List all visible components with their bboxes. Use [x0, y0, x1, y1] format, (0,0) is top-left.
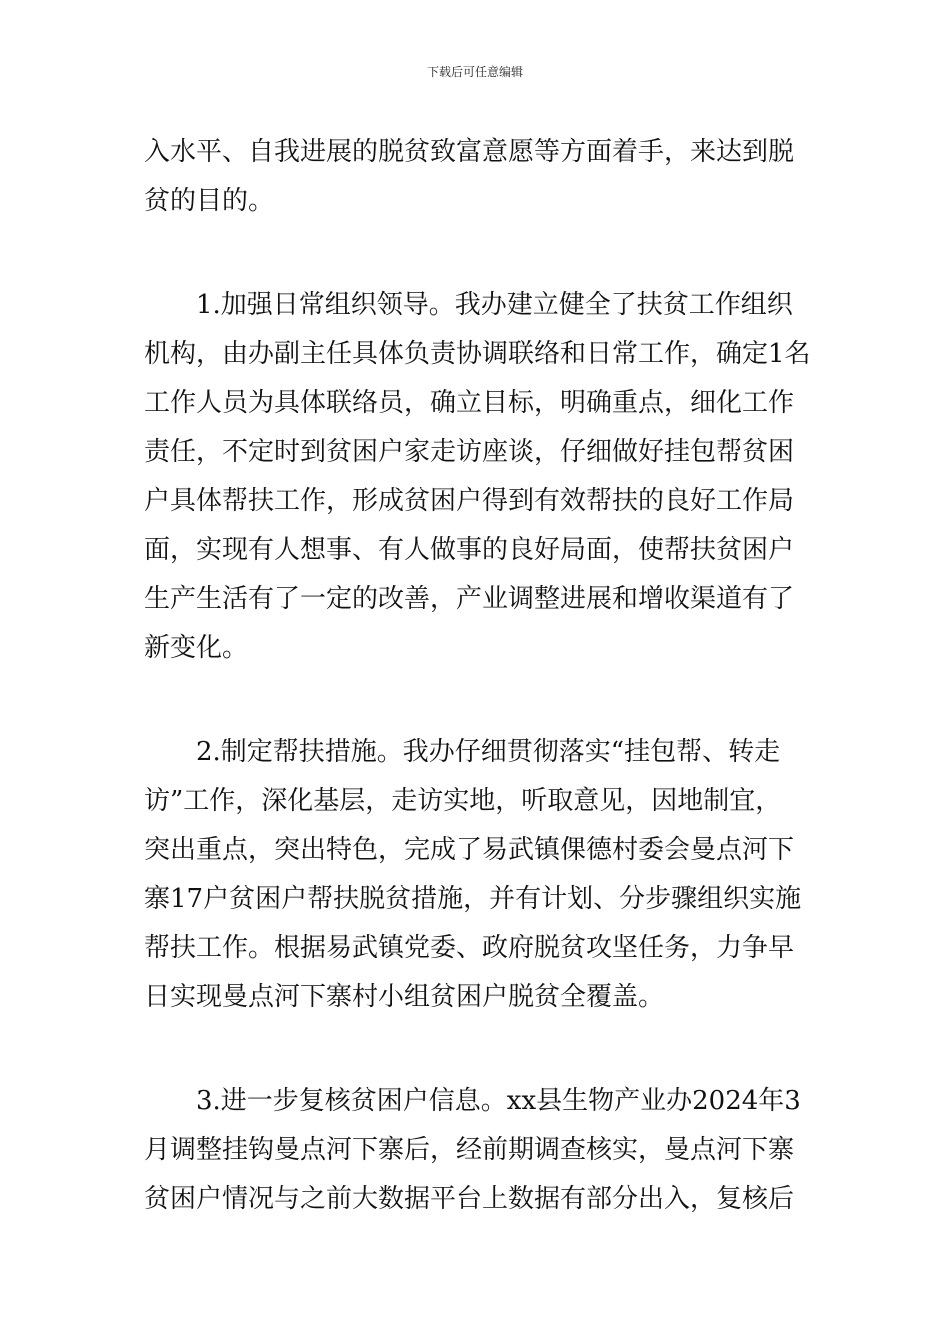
text-line: 新变化。 [144, 633, 249, 663]
document-body [144, 128, 811, 1224]
page-header: 下载后可任意编辑 [426, 65, 523, 79]
text-line: 访”工作，深化基层，走访实地，听取意见，因地制宜， [144, 786, 782, 816]
text-line: 机构，由办副主任具体负责协调联络和日常工作，确定1名 [144, 339, 811, 369]
text-line: 月调整挂钩曼点河下寨后，经前期调查核实，曼点河下寨 [144, 1135, 795, 1165]
text-line: 贫困户情况与之前大数据平台上数据有部分出入，复核后 [144, 1184, 795, 1214]
text-line: 2.制定帮扶措施。我办仔细贯彻落实“挂包帮、转走 [196, 737, 781, 767]
text-line: 帮扶工作。根据易武镇党委、政府脱贫攻坚任务，力争早 [144, 933, 795, 963]
text-line: 工作人员为具体联络员，确立目标，明确重点，细化工作 [144, 388, 795, 418]
text-line: 日实现曼点河下寨村小组贫困户脱贫全覆盖。 [144, 982, 665, 1012]
text-line: 生产生活有了一定的改善，产业调整进展和增收渠道有了 [144, 584, 795, 614]
text-line: 1.加强日常组织领导。我办建立健全了扶贫工作组织 [196, 290, 793, 320]
text-line: 面，实现有人想事、有人做事的良好局面，使帮扶贫困户 [144, 535, 795, 565]
paragraph-verify-information [144, 1077, 808, 1224]
paragraph-continuation [144, 128, 808, 226]
text-line: 户具体帮扶工作，形成贫困户得到有效帮扶的良好工作局 [144, 486, 795, 516]
text-line: 3.进一步复核贫困户信息。xx县生物产业办2024年3 [196, 1086, 801, 1116]
paragraph-organization-leadership [144, 281, 811, 673]
text-line: 贫的目的。 [144, 186, 275, 216]
text-line: 责任，不定时到贫困户家走访座谈，仔细做好挂包帮贫困 [144, 437, 795, 467]
text-line: 入水平、自我进展的脱贫致富意愿等方面着手，来达到脱 [144, 137, 795, 167]
text-line: 寨17户贫困户帮扶脱贫措施，并有计划、分步骤组织实施 [144, 884, 802, 914]
text-line: 突出重点，突出特色，完成了易武镇倮德村委会曼点河下 [144, 835, 795, 865]
paragraph-assistance-measures [144, 728, 808, 1022]
